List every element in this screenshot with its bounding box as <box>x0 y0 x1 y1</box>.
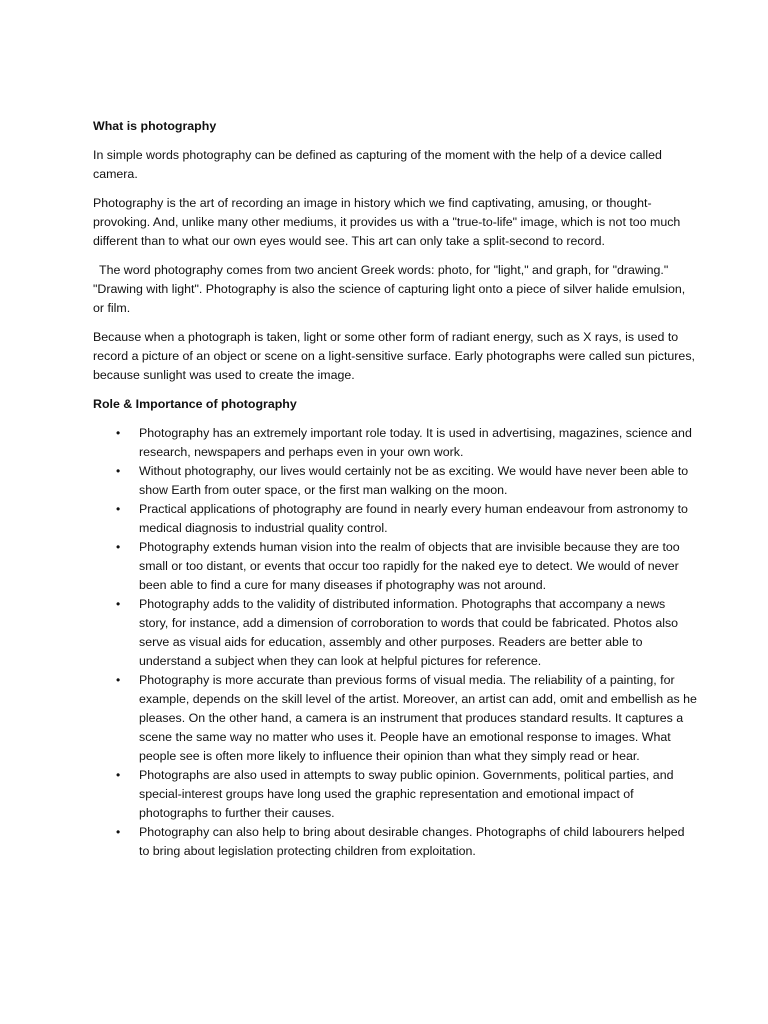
list-item <box>93 462 698 500</box>
list-item <box>93 823 698 861</box>
list-item <box>93 538 698 595</box>
bullet-list <box>93 424 698 861</box>
bullet-icon: • <box>116 464 121 478</box>
list-item-text: Photography has an extremely important role today. It is used in advertising, magazines, science and research, newspapers and perhaps even in your own work. <box>139 426 692 459</box>
section-heading: Role & Importance of photography <box>93 397 297 411</box>
list-item <box>93 424 698 462</box>
list-item-text: Photography extends human vision into the realm of objects that are invisible because they are too small or too distant, or events that occur too rapidly for the naked eye to detect. We would of never been able to find a cure for many diseases if photography was not around. <box>139 540 680 592</box>
list-item-text: Without photography, our lives would certainly not be as exciting. We would have never been able to show Earth from outer space, or the first man walking on the moon. <box>139 464 689 497</box>
list-item <box>93 766 698 823</box>
bullet-icon: • <box>116 502 121 516</box>
list-item <box>93 595 698 671</box>
list-item-text: Photographs are also used in attempts to sway public opinion. Governments, political parties, and special-interest groups have long used the graphic representation and emotional impact of photographs to further their causes. <box>139 768 674 820</box>
paragraph-definition: Photography is the art of recording an image in history which we find captivating, amusing, or thought-provoking. And, unlike many other mediums, it provides us with a "true-to-life" image, which is not too much different than to what our own eyes would see. This art can only take a split-second to record. <box>93 196 681 248</box>
list-item-text: Photography is more accurate than previous forms of visual media. The reliability of a painting, for example, depends on the skill level of the artist. Moreover, an artist can add, omit and embellish as he pleases. On the other hand, a camera is an instrument that produces standard results. It captures a scene the same way no matter who uses it. People have an emotional response to images. What people see is often more likely to influence their opinion than what they simply read or hear. <box>139 673 697 763</box>
bullet-icon: • <box>116 597 121 611</box>
bullet-icon: • <box>116 825 121 839</box>
list-item-text: Photography can also help to bring about desirable changes. Photographs of child labourers helped to bring about legislation protecting children from exploitation. <box>139 825 685 858</box>
paragraph-etymology: The word photography comes from two ancient Greek words: photo, for "light," and graph, for "drawing." "Drawing with light". Photography is also the science of capturing light onto a piece of silver halide emulsion, or film. <box>93 263 686 315</box>
list-item <box>93 671 698 766</box>
list-item-text: Photography adds to the validity of distributed information. Photographs that accompany a news story, for instance, add a dimension of corroboration to words that could be fabricated. Photos also serve as visual aids for education, assembly and other purposes. Readers are better able to understand a subject when they can look at helpful pictures for reference. <box>139 597 679 668</box>
document-title: What is photography <box>93 119 217 133</box>
bullet-icon: • <box>116 673 121 687</box>
bullet-icon: • <box>116 540 121 554</box>
bullet-icon: • <box>116 426 121 440</box>
list-item-text: Practical applications of photography are found in nearly every human endeavour from astronomy to medical diagnosis to industrial quality control. <box>139 502 688 535</box>
paragraph-radiant-energy: Because when a photograph is taken, light or some other form of radiant energy, such as X rays, is used to record a picture of an object or scene on a light-sensitive surface. Early photographs were called sun pictures, because sunlight was used to create the image. <box>93 330 695 382</box>
list-item <box>93 500 698 538</box>
intro-paragraph: In simple words photography can be defined as capturing of the moment with the help of a device called camera. <box>93 148 662 181</box>
bullet-icon: • <box>116 768 121 782</box>
